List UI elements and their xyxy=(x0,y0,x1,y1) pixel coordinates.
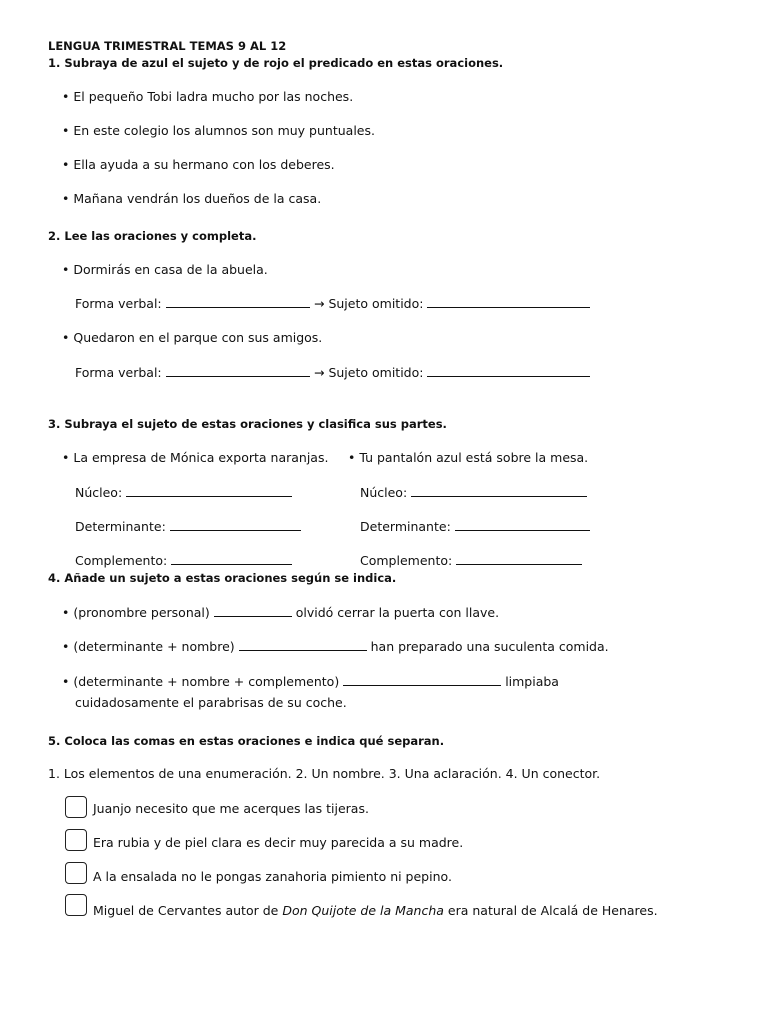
list-item: A la ensalada no le pongas zanahoria pimiento ni pepino. xyxy=(93,869,452,884)
determinante-row: Determinante: xyxy=(360,518,590,535)
legend-line: 1. Los elementos de una enumeración. 2. Un nombre. 3. Una aclaración. 4. Un conector. xyxy=(48,766,601,781)
answer-blank[interactable] xyxy=(171,552,292,565)
answer-blank[interactable] xyxy=(427,295,590,308)
answer-blank[interactable] xyxy=(239,638,367,651)
answer-blank[interactable] xyxy=(427,364,590,377)
list-item: • (pronombre personal) olvidó cerrar la puerta con llave. xyxy=(62,605,500,620)
list-item: • El pequeño Tobi ladra mucho por las noches. xyxy=(62,89,354,104)
sujeto-omitido-row: → Sujeto omitido: xyxy=(314,364,590,381)
list-item: • (determinante + nombre) han preparado una suculenta comida. xyxy=(62,639,609,654)
list-item: • Dormirás en casa de la abuela. xyxy=(62,262,268,277)
complemento-row: Complemento: xyxy=(75,552,292,569)
list-item: • Tu pantalón azul está sobre la mesa. xyxy=(348,450,589,465)
answer-checkbox[interactable] xyxy=(65,796,87,818)
answer-blank[interactable] xyxy=(455,518,590,531)
list-item: • Quedaron en el parque con sus amigos. xyxy=(62,330,323,345)
list-item: • En este colegio los alumnos son muy puntuales. xyxy=(62,123,375,138)
answer-blank[interactable] xyxy=(456,552,582,565)
list-item: • (determinante + nombre + complemento) limpiaba xyxy=(62,674,559,689)
section-4-heading: 4. Añade un sujeto a estas oraciones según se indica. xyxy=(48,571,397,585)
answer-blank[interactable] xyxy=(166,364,310,377)
answer-checkbox[interactable] xyxy=(65,829,87,851)
list-item: • Ella ayuda a su hermano con los deberes. xyxy=(62,157,335,172)
section-3-heading: 3. Subraya el sujeto de estas oraciones y clasifica sus partes. xyxy=(48,417,447,431)
forma-verbal-row: Forma verbal: xyxy=(75,364,310,381)
section-1-heading: 1. Subraya de azul el sujeto y de rojo el predicado en estas oraciones. xyxy=(48,56,504,70)
section-5-heading: 5. Coloca las comas en estas oraciones e indica qué separan. xyxy=(48,734,445,748)
list-item: Miguel de Cervantes autor de Don Quijote de la Mancha era natural de Alcalá de Henares. xyxy=(93,903,658,918)
answer-checkbox[interactable] xyxy=(65,862,87,884)
list-item: Juanjo necesito que me acerques las tijeras. xyxy=(93,801,369,816)
forma-verbal-row: Forma verbal: xyxy=(75,295,310,312)
answer-checkbox[interactable] xyxy=(65,894,87,916)
answer-blank[interactable] xyxy=(126,484,292,497)
nucleo-row: Núcleo: xyxy=(75,484,292,501)
sujeto-omitido-row: → Sujeto omitido: xyxy=(314,295,590,312)
list-item-continuation: cuidadosamente el parabrisas de su coche. xyxy=(75,695,347,710)
answer-blank[interactable] xyxy=(343,673,501,686)
answer-blank[interactable] xyxy=(411,484,587,497)
determinante-row: Determinante: xyxy=(75,518,301,535)
nucleo-row: Núcleo: xyxy=(360,484,587,501)
list-item: Era rubia y de piel clara es decir muy parecida a su madre. xyxy=(93,835,464,850)
section-2-heading: 2. Lee las oraciones y completa. xyxy=(48,229,257,243)
list-item: • La empresa de Mónica exporta naranjas. xyxy=(62,450,329,465)
complemento-row: Complemento: xyxy=(360,552,582,569)
answer-blank[interactable] xyxy=(214,604,292,617)
answer-blank[interactable] xyxy=(170,518,301,531)
answer-blank[interactable] xyxy=(166,295,310,308)
list-item: • Mañana vendrán los dueños de la casa. xyxy=(62,191,322,206)
page-title: LENGUA TRIMESTRAL TEMAS 9 AL 12 xyxy=(48,39,287,53)
